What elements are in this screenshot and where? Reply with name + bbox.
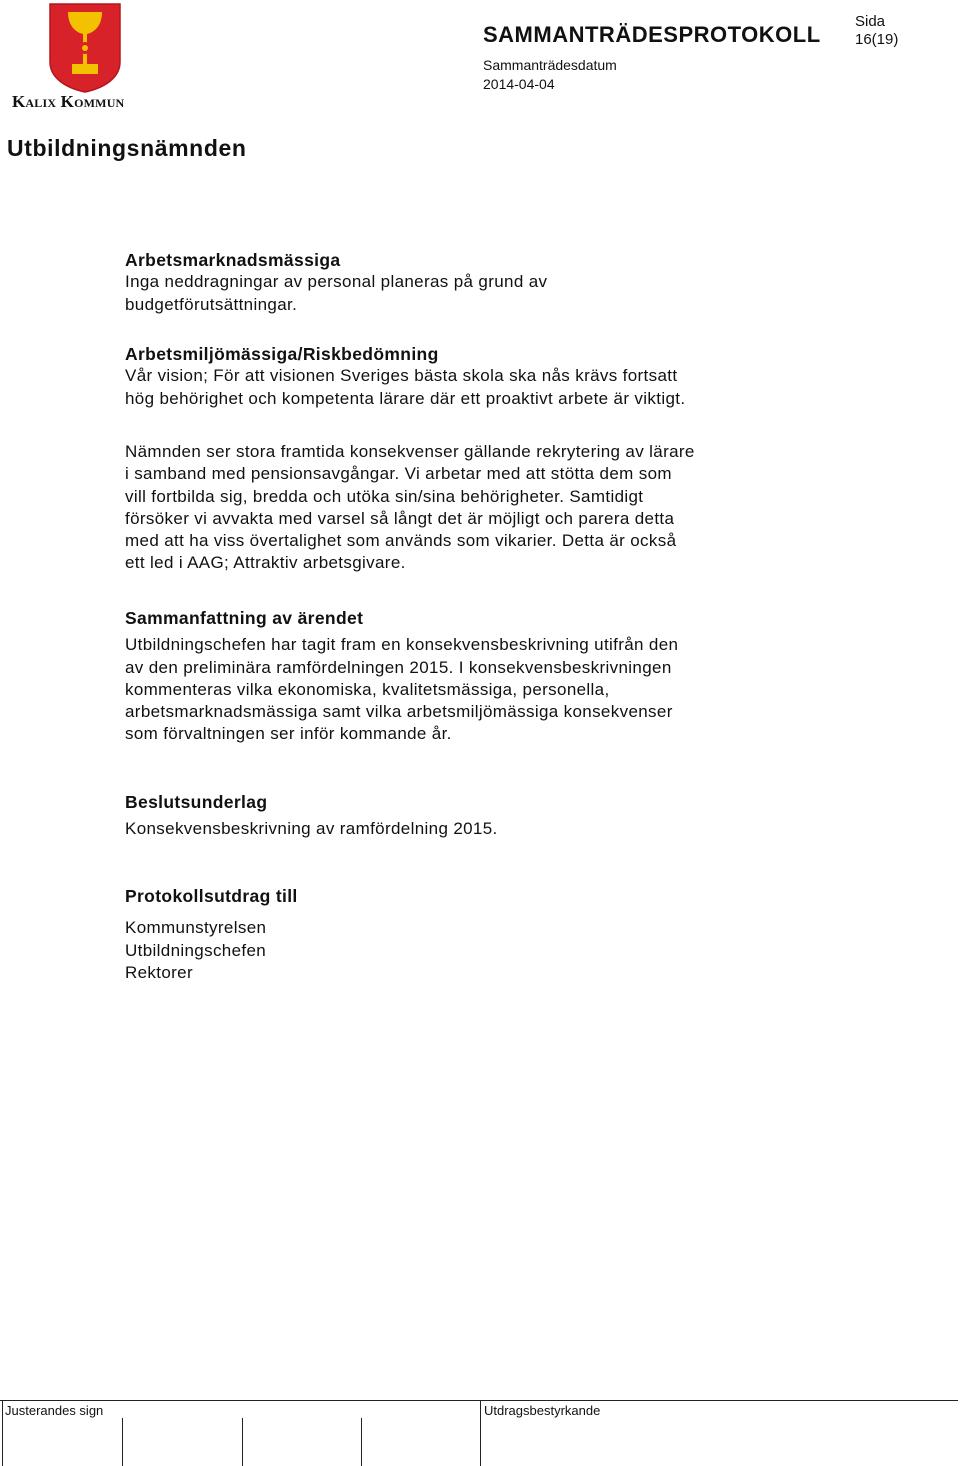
paragraph-line: med att ha viss övertalighet som används som vikarier. Detta är också	[125, 531, 677, 551]
document-title: SAMMANTRÄDESPROTOKOLL	[483, 22, 821, 47]
section-heading: Beslutsunderlag	[125, 792, 268, 812]
paragraph-line: kommenteras vilka ekonomiska, kvalitetsmässiga, personella,	[125, 679, 610, 699]
footer-divider	[0, 1400, 958, 1401]
signature-box-divider	[480, 1400, 481, 1466]
paragraph-line: av den preliminära ramfördelningen 2015. I konsekvensbeskrivningen	[125, 657, 672, 677]
meeting-date-label: Sammanträdesdatum	[483, 57, 617, 73]
coat-of-arms-icon	[8, 2, 138, 94]
paragraph-line: arbetsmarknadsmässiga samt vilka arbetsmiljömässiga konsekvenser	[125, 702, 673, 722]
section-heading: Arbetsmiljömässiga/Riskbedömning	[125, 344, 439, 364]
signature-box-divider	[361, 1418, 362, 1466]
section-extract	[125, 885, 945, 984]
logo-wordmark: Kalix Kommun	[12, 92, 125, 111]
paragraph-line: Utbildningschefen har tagit fram en konsekvensbeskrivning utifrån den	[125, 635, 679, 655]
paragraph-line: hög behörighet och kompetenta lärare där ett proaktivt arbete är viktigt.	[125, 388, 686, 408]
signature-box-divider	[2, 1400, 3, 1466]
paragraph-line: budgetförutsättningar.	[125, 294, 298, 314]
recipient-item: Utbildningschefen	[125, 940, 267, 960]
section-summary	[125, 607, 945, 746]
section-heading: Sammanfattning av ärendet	[125, 608, 364, 628]
justerandes-sign-label: Justerandes sign	[5, 1403, 104, 1418]
section-environment	[125, 343, 945, 410]
page-number: 16(19)	[855, 31, 899, 48]
section-consequences	[125, 441, 945, 575]
recipient-item: Rektorer	[125, 962, 193, 982]
signature-footer	[0, 1400, 960, 1466]
recipient-item: Kommunstyrelsen	[125, 918, 267, 938]
section-labor	[125, 249, 945, 316]
paragraph-line: försöker vi avvakta med varsel så långt det är möjligt och parera detta	[125, 508, 675, 528]
organization-name: Utbildningsnämnden	[7, 135, 247, 161]
section-heading: Protokollsutdrag till	[125, 886, 298, 906]
signature-box-divider	[122, 1418, 123, 1466]
meeting-date-value: 2014-04-04	[483, 76, 555, 92]
paragraph-line: Nämnden ser stora framtida konsekvenser gällande rekrytering av lärare	[125, 442, 695, 461]
section-heading: Arbetsmarknadsmässiga	[125, 250, 341, 270]
paragraph-line: Vår vision; För att visionen Sveriges bästa skola ska nås krävs fortsatt	[125, 366, 678, 386]
paragraph-line: som förvaltningen ser inför kommande år.	[125, 724, 452, 744]
paragraph-line: ett led i AAG; Attraktiv arbetsgivare.	[125, 553, 406, 573]
paragraph-line: Inga neddragningar av personal planeras på grund av	[125, 272, 548, 292]
section-basis	[125, 791, 945, 841]
utdragsbestyrkande-label: Utdragsbestyrkande	[484, 1403, 601, 1418]
signature-box-divider	[242, 1418, 243, 1466]
paragraph-line: Konsekvensbeskrivning av ramfördelning 2015.	[125, 819, 498, 839]
paragraph-line: vill fortbilda sig, bredda och utöka sin/sina behörigheter. Samtidigt	[125, 486, 644, 506]
paragraph-line: i samband med pensionsavgångar. Vi arbetar med att stötta dem som	[125, 464, 672, 484]
page-label: Sida	[855, 13, 886, 30]
